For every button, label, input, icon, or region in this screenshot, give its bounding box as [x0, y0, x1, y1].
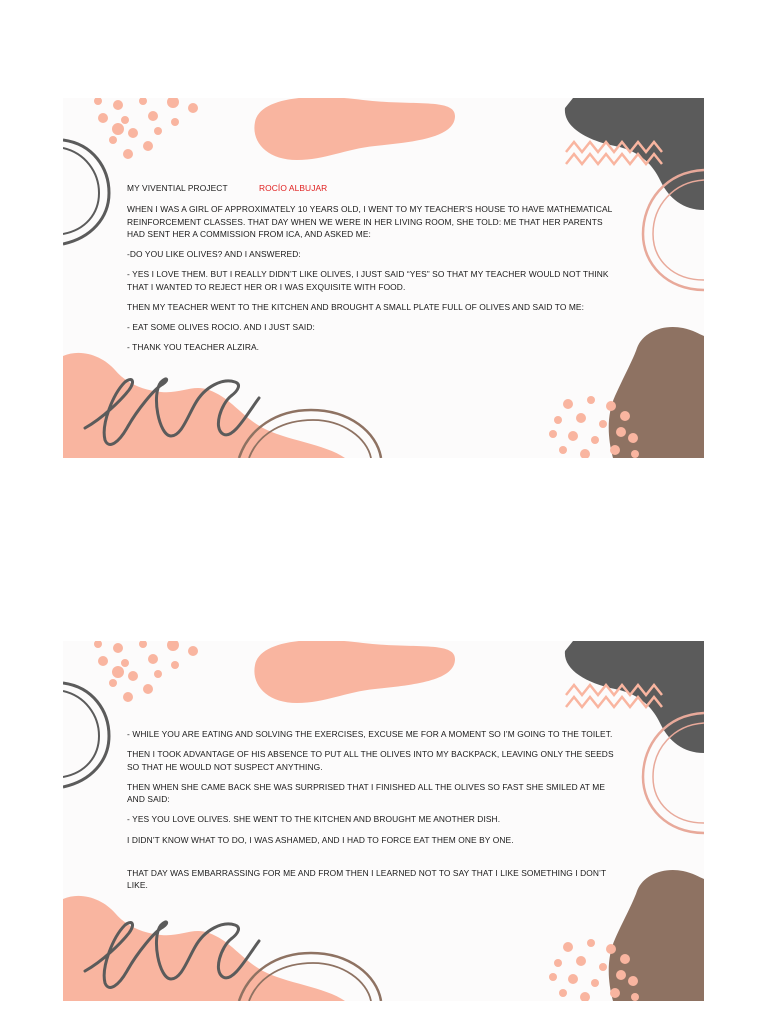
paragraph: - YES YOU LOVE OLIVES. SHE WENT TO THE KITCHEN AND BROUGHT ME ANOTHER DISH. — [127, 814, 501, 825]
dots-top-left — [94, 641, 198, 702]
paragraph: THEN I TOOK ADVANTAGE OF HIS ABSENCE TO PUT ALL THE OLIVES INTO MY BACKPACK, LEAVING ONLY THE SEEDS SO THAT HE WOULD NOT SUSPECT ANYTHING. — [127, 749, 614, 772]
title-line — [127, 182, 617, 196]
paragraph: - YES I LOVE THEM. BUT I REALLY DIDN’T LIKE OLIVES, I JUST SAID “YES” SO THAT MY TEACHER WOULD NOT THINK THAT I WANTED TO REJECT HER OR I WAS EXQUISITE WITH FOOD. — [127, 269, 609, 292]
dots-top-left — [94, 98, 198, 159]
closing-paragraph: THAT DAY WAS EMBARRASSING FOR ME AND FROM THEN I LEARNED NOT TO SAY THAT I LIKE SOMETHING I DON’T LIKE. — [127, 867, 607, 891]
paragraph: - THANK YOU TEACHER ALZIRA. — [127, 342, 260, 353]
slide-1-text — [127, 182, 617, 361]
slide-2 — [63, 641, 704, 1001]
author-name: ROCÍO ALBUJAR — [259, 183, 328, 193]
paragraph: THEN MY TEACHER WENT TO THE KITCHEN AND BROUGHT A SMALL PLATE FULL OF OLIVES AND SAID TO ME: — [127, 302, 585, 313]
gray-arc-inner — [63, 691, 99, 777]
peach-blob-top — [254, 641, 455, 703]
gray-arc-inner — [63, 148, 99, 234]
peach-blob-top — [254, 98, 455, 160]
brown-blob-bottom-right — [609, 327, 704, 458]
paragraph: - EAT SOME OLIVES ROCIO. AND I JUST SAID: — [127, 322, 315, 333]
paragraph: - WHILE YOU ARE EATING AND SOLVING THE EXERCISES, EXCUSE ME FOR A MOMENT SO I’M GOING TO THE TOILET. — [127, 729, 613, 739]
paragraph: I DIDN’T KNOW WHAT TO DO, I WAS ASHAMED, AND I HAD TO FORCE EAT THEM ONE BY ONE. — [127, 834, 514, 845]
slide-1 — [63, 98, 704, 458]
paragraph: -DO YOU LIKE OLIVES? AND I ANSWERED: — [127, 249, 301, 260]
project-title: MY VIVENTIAL PROJECT — [127, 183, 228, 193]
paragraph: WHEN I WAS A GIRL OF APPROXIMATELY 10 YEARS OLD, I WENT TO MY TEACHER’S HOUSE TO HAVE MATHEMATICAL REINFORCEMENT CLASSES. THAT DAY WHEN WE WERE IN HER LIVING ROOM, SHE TOLD: ME THAT HER PARENTS HAD SENT HER A COMMISSION FROM ICA, AND ASKED ME: — [127, 204, 613, 240]
gray-arc-outer — [63, 683, 109, 787]
paragraph: THEN WHEN SHE CAME BACK SHE WAS SURPRISED THAT I FINISHED ALL THE OLIVES SO FAST SHE SMILED AT ME AND SAID: — [127, 781, 606, 805]
brown-blob-bottom-right — [609, 870, 704, 1001]
gray-arc-outer — [63, 140, 109, 244]
slide-2-text — [127, 728, 617, 899]
spacer — [127, 854, 617, 867]
